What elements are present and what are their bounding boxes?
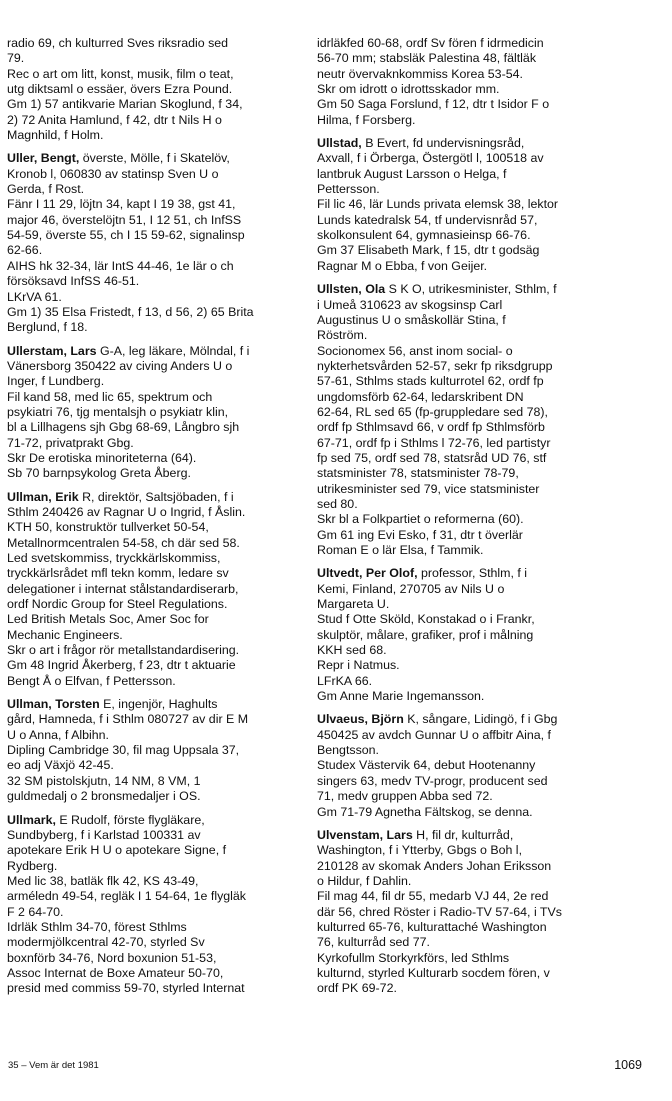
entry-line: Kronob l, 060830 av statinsp Sven U o [7, 166, 219, 181]
entry-line [317, 566, 637, 581]
entry-name: Ullerstam, Lars [7, 343, 97, 358]
entry-line: 57-61, Sthlms stads kulturrotel 62, ordf fp [317, 374, 544, 389]
entry-name: Ultvedt, Per Olof, [317, 566, 418, 581]
entry-line: modermjölkcentral 42-70, styrled Sv [7, 935, 205, 950]
entry-line [7, 344, 311, 359]
entry-line: 56-70 mm; stabsläk Palestina 48, fältläk [317, 51, 537, 66]
entry-line: 450425 av avdch Gunnar U o affbitr Aina, f [317, 727, 551, 742]
entry-line: Gm 71-79 Agnetha Fältskog, se denna. [317, 804, 533, 819]
entry-line [7, 490, 311, 505]
entry-line: fp sed 75, ordf sed 78, statsråd UD 76, stf [317, 450, 547, 465]
entry-line: Kyrkofullm Storkyrkförs, led Sthlms [317, 950, 510, 965]
entry-text: H, fil dr, kulturråd, [412, 827, 514, 842]
entry-line: i Umeå 310623 av skogsinsp Carl [317, 297, 503, 312]
entry-text: professor, Sthlm, f i [417, 566, 528, 581]
entry-line: Studex Västervik 64, debut Hootenanny [317, 758, 536, 773]
entry-line: LFrKA 66. [317, 673, 373, 688]
entry-line: Sundbyberg, f i Karlstad 100331 av [7, 827, 201, 842]
entry-line: statsminister 78, statsminister 78-79, [317, 466, 519, 481]
entry-line: Skr o art i frågor rör metallstandardisering. [7, 643, 240, 658]
entry-line: Sb 70 barnpsykolog Greta Åberg. [7, 466, 191, 481]
entry-line: Inger, f Lundberg. [7, 374, 105, 389]
entry-line: major 46, överstelöjtn 51, I 12 51, ch InfSS [7, 212, 242, 227]
entry-line: Gm 50 Saga Forslund, f 12, dtr t Isidor F o [317, 97, 550, 112]
entry-line: ordf fp Sthlmsavd 66, v ordf fp Sthlmsförb [317, 420, 545, 435]
entry-line: AIHS hk 32-34, lär IntS 44-46, 1e lär o ch [7, 258, 234, 273]
entry-line: Gm 1) 57 antikvarie Marian Skoglund, f 34, [7, 97, 243, 112]
entry-line: psykiatri 76, tjg mentalsjh o psykiatr klin, [7, 404, 229, 419]
entry-text: S K O, utrikesminister, Sthlm, f [385, 282, 557, 297]
entry-text: E Rudolf, förste flygläkare, [55, 812, 205, 827]
entry-line: KTH 50, konstruktör tullverket 50-54, [7, 520, 209, 535]
entry-line: U o Anna, f Albihn. [7, 727, 109, 742]
entry-name: Uller, Bengt, [7, 151, 80, 166]
entry-line: skolkonsulent 64, gymnasieinsp 66-76. [317, 228, 531, 243]
entry-line [7, 151, 311, 166]
page-number: 1069 [614, 1058, 642, 1072]
entry-name: Ulvaeus, Björn [317, 712, 404, 727]
entry-line [317, 282, 637, 297]
entry-line: utrikesminister sed 79, vice statsminister [317, 481, 540, 496]
entry-line [317, 136, 637, 151]
entry-line: Lunds katedralsk 54, tf undervisnråd 57, [317, 212, 538, 227]
biography-entry [7, 490, 311, 689]
entry-name: Ullstad, [317, 136, 362, 151]
entry-line: o Hildur, f Dahlin. [317, 873, 412, 888]
entry-line: F 2 64-70. [7, 904, 64, 919]
entry-line: Stud f Otte Sköld, Konstakad o i Frankr, [317, 612, 535, 627]
entry-line [7, 813, 311, 828]
entry-line: Fil kand 58, med lic 65, spektrum och [7, 389, 213, 404]
entry-line: där 56, chred Röster i Radio-TV 57-64, i TVs [317, 904, 562, 919]
entry-line: Hilma, f Forsberg. [317, 112, 416, 127]
entry-line: bl a Lillhagens sjh Gbg 68-69, Långbro sjh [7, 420, 240, 435]
entry-line: Roman E o lär Elsa, f Tammik. [317, 543, 484, 557]
entry-text: G-A, leg läkare, Mölndal, f i [96, 343, 250, 358]
entry-line: Led svetskommiss, tryckkärlskommiss, [7, 551, 221, 565]
entry-line: Augustinus U o småskollär Stina, f [317, 312, 506, 327]
left-column [7, 36, 311, 997]
entry-text: K, sångare, Lidingö, f i Gbg [403, 712, 558, 727]
entry-line: 76, kulturråd sed 77. [317, 935, 430, 950]
entry-line: Rydberg. [7, 858, 58, 873]
entry-line: Fil mag 44, fil dr 55, medarb VJ 44, 2e red [317, 889, 549, 904]
entry-line: Ragnar M o Ebba, f von Geijer. [317, 258, 488, 273]
entry-line: Skr om idrott o idrottsskador mm. [317, 82, 500, 97]
entry-line: LKrVA 61. [7, 289, 62, 304]
biography-entry [317, 828, 637, 997]
entry-text: E, ingenjör, Haghults [99, 697, 218, 712]
entry-line: Berglund, f 18. [7, 320, 88, 335]
biography-entry [7, 697, 311, 804]
entry-text: R, direktör, Saltsjöbaden, f i [78, 489, 234, 504]
entry-line: Pettersson. [317, 182, 380, 197]
entry-line: Axvall, f i Örberga, Östergötl l, 100518 av [317, 151, 544, 166]
entry-line: 2) 72 Anita Hamlund, f 42, dtr t Nils H o [7, 112, 222, 127]
entry-line: Metallnormcentralen 54-58, ch där sed 58. [7, 535, 240, 550]
biography-entry [317, 566, 637, 704]
entry-line: sed 80. [317, 496, 358, 511]
entry-line: Assoc Internat de Boxe Amateur 50-70, [7, 965, 224, 980]
entry-line: Magnhild, f Holm. [7, 128, 104, 143]
entry-line: nykterhetsvården 52-57, sekr fp riksdgrupp [317, 358, 553, 373]
entry-line: kulturnd, styrled Kulturarb socdem fören, v [317, 965, 550, 980]
entry-line: 62-64, RL sed 65 (fp-gruppledare sed 78), [317, 404, 548, 419]
entry-line: radio 69, ch kulturred Sves riksradio sed [7, 36, 229, 50]
entry-line: presid med commiss 59-70, styrled Internat [7, 981, 245, 996]
entry-line: Gm 48 Ingrid Åkerberg, f 23, dtr t aktuarie [7, 658, 236, 673]
entry-line: utg diktsaml o essäer, övers Ezra Pound. [7, 82, 233, 97]
entry-name: Ullmark, [7, 812, 56, 827]
entry-line: försöksavd InfSS 46-51. [7, 274, 140, 289]
entry-line: 210128 av skomak Anders Johan Eriksson [317, 858, 552, 873]
entry-line: ordf Nordic Group for Steel Regulations. [7, 597, 228, 612]
entry-line: Sthlm 240426 av Ragnar U o Ingrid, f Åslin. [7, 504, 246, 519]
entry-line: Bengtsson. [317, 743, 379, 758]
entry-text: överste, Mölle, f i Skatelöv, [79, 151, 230, 166]
entry-line: 32 SM pistolskjutn, 14 NM, 8 VM, 1 [7, 773, 201, 788]
biography-entry [7, 344, 311, 482]
entry-line: apotekare Erik H U o apotekare Signe, f [7, 843, 227, 858]
entry-line: ordf PK 69-72. [317, 981, 397, 996]
entry-line: Gm Anne Marie Ingemansson. [317, 689, 485, 704]
entry-line: 71, medv gruppen Abba sed 72. [317, 789, 493, 804]
entry-line: Mechanic Engineers. [7, 627, 123, 642]
entry-line: Rec o art om litt, konst, musik, film o teat, [7, 66, 234, 81]
entry-line [317, 712, 637, 727]
entry-line: idrläkfed 60-68, ordf Sv fören f idrmedicin [317, 36, 544, 50]
entry-line: Skr De erotiska minoriteterna (64). [7, 450, 197, 465]
entry-line: Repr i Natmus. [317, 658, 400, 673]
entry-line: Gerda, f Rost. [7, 182, 85, 197]
entry-line: Med lic 38, batläk flk 42, KS 43-49, [7, 873, 199, 888]
entry-line: eo adj Växjö 42-45. [7, 758, 114, 773]
entry-line: Vänersborg 350422 av civing Anders U o [7, 358, 233, 373]
entry-line: singers 63, medv TV-progr, producent sed [317, 773, 548, 788]
entry-line: neutr övervaknkommiss Korea 53-54. [317, 66, 523, 81]
entry-line: lantbruk August Larsson o Helga, f [317, 166, 507, 181]
biography-entry [317, 36, 637, 128]
entry-line: 62-66. [7, 243, 43, 258]
entry-line: Idrläk Sthlm 34-70, förest Sthlms [7, 919, 187, 934]
entry-line: Fänr I 11 29, löjtn 34, kapt I 19 38, gst 41, [7, 197, 236, 212]
entry-line: Dipling Cambridge 30, fil mag Uppsala 37, [7, 743, 240, 758]
entry-line: Skr bl a Folkpartiet o reformerna (60). [317, 512, 524, 527]
entry-line: Gm 1) 35 Elsa Fristedt, f 13, d 56, 2) 65 Brita [7, 304, 254, 319]
entry-line: tryckkärlsrådet mfl tekn komm, ledare sv [7, 566, 229, 581]
entry-line: Gm 37 Elisabeth Mark, f 15, dtr t godsäg [317, 243, 540, 258]
entry-line: Gm 61 ing Evi Esko, f 31, dtr t överlär [317, 527, 523, 542]
entry-line: Margareta U. [317, 597, 390, 612]
entry-name: Ullsten, Ola [317, 282, 386, 297]
entry-line: Led British Metals Soc, Amer Soc for [7, 612, 209, 627]
entry-line: KKH sed 68. [317, 643, 387, 658]
entry-line: 67-71, ordf fp i Sthlms l 72-76, led partistyr [317, 435, 551, 450]
entry-line: Fil lic 46, lär Lunds privata elemsk 38, lektor [317, 197, 559, 212]
entry-name: Ullman, Erik [7, 489, 79, 504]
entry-line [7, 697, 311, 712]
right-column [317, 36, 637, 997]
entry-line: Socionomex 56, anst inom social- o [317, 343, 513, 358]
entry-line: guldmedalj o 2 bronsmedaljer i OS. [7, 789, 201, 804]
entry-line: Röström. [317, 328, 368, 343]
footer-publication: 35 – Vem är det 1981 [8, 1060, 99, 1071]
biography-entry [317, 282, 637, 558]
entry-text: B Evert, fd undervisningsråd, [361, 136, 525, 151]
biography-entry [317, 136, 637, 274]
entry-line: skulptör, målare, grafiker, prof i målning [317, 627, 534, 642]
entry-name: Ullman, Torsten [7, 697, 100, 712]
entry-line: Kemi, Finland, 270705 av Nils U o [317, 581, 505, 596]
entry-line: Washington, f i Ytterby, Gbgs o Boh l, [317, 843, 523, 858]
entry-line: ungdomsförb 62-64, ledarskribent DN [317, 389, 524, 404]
entry-line: boxnförb 34-76, Nord boxunion 51-53, [7, 950, 217, 965]
entry-line: 79. [7, 51, 25, 66]
biography-entry [317, 712, 637, 819]
biography-entry [7, 151, 311, 335]
biography-entry [7, 813, 311, 997]
entry-line: kulturred 65-76, kulturattaché Washington [317, 919, 547, 934]
entry-line: gård, Hamneda, f i Sthlm 080727 av dir E M [7, 712, 249, 727]
entry-name: Ulvenstam, Lars [317, 827, 413, 842]
entry-line: arméledn 49-54, regläk I 1 54-64, 1e flygläk [7, 889, 247, 904]
entry-line: 71-72, privatprakt Gbg. [7, 435, 134, 450]
entry-line: 54-59, överste 55, ch I 15 59-62, signalinsp [7, 228, 245, 243]
entry-line: Bengt Å o Elfvan, f Pettersson. [7, 673, 176, 688]
biography-entry [7, 36, 311, 143]
entry-line: delegationer i internat stålstandardiserarb, [7, 581, 239, 596]
entry-line [317, 828, 637, 843]
